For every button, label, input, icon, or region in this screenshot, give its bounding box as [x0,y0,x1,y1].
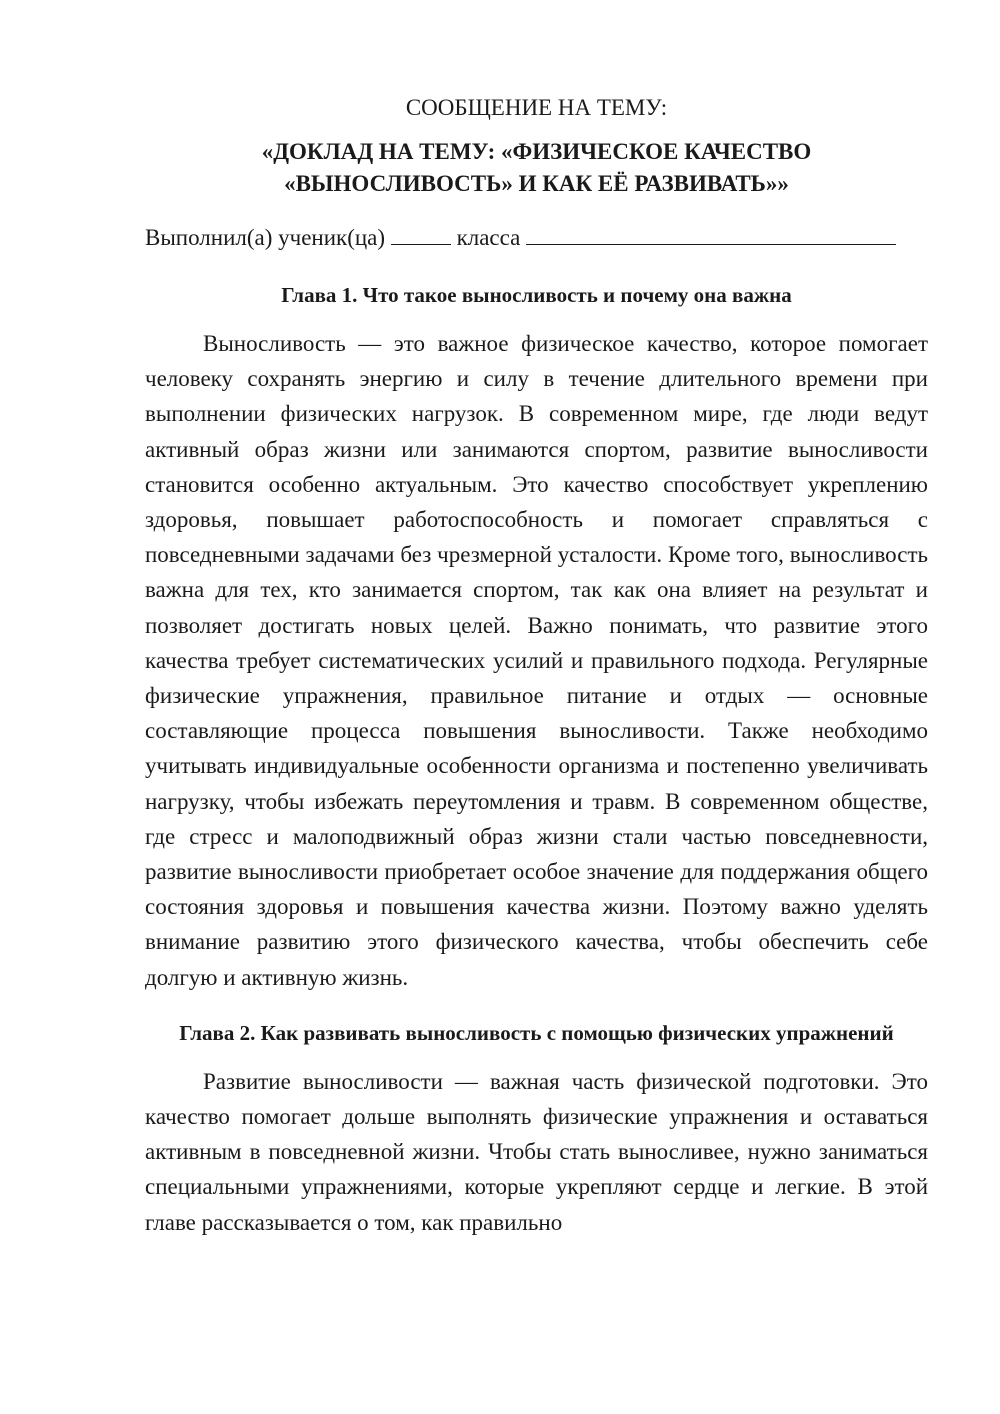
chapter-2-title: Глава 2. Как развивать выносливость с помощью физических упражнений [179,1020,894,1045]
class-label: класса [456,225,521,250]
author-prefix: Выполнил(а) ученик(ца) [145,225,386,250]
document-page [145,92,928,1240]
chapter-1-paragraph: Выносливость — это важное физическое качество, которое помогает человеку сохранять энергию и силу в течение длительного времени при выполнении физических нагрузок. В современном мире, где люди ведут активный образ жизни или занимаются спортом, развитие выносливости становится особенно актуальным. Это качество способствует укреплению здоровья, повышает работоспособность и помогает справляться с повседневными задачами без чрезмерной усталости. Кроме того, выносливость важна для тех, кто занимается спортом, так как она влияет на результат и позволяет достигать новых целей. Важно понимать, что развитие этого качества требует систематических усилий и правильного подхода. Регулярные физические упражнения, правильное питание и отдых — основные составляющие процесса повышения выносливости. Также необходимо учитывать индивидуальные особенности организма и постепенно увеличивать нагрузку, чтобы избежать переутомления и травм. В современном обществе, где стресс и малоподвижный образ жизни стали частью повседневности, развитие выносливости приобретает особое значение для поддержания общего состояния здоровья и повышения качества жизни. Поэтому важно уделять внимание развитию этого физического качества, чтобы обеспечить себе долгую и активную жизнь. [145,331,928,990]
chapter-2-paragraph: Развитие выносливости — важная часть физической подготовки. Это качество помогает дольше выполнять физические упражнения и оставаться активным в повседневной жизни. Чтобы стать выносливее, нужно заниматься специальными упражнениями, которые укрепляют сердце и легкие. В этой главе рассказывается о том, как правильно [145,1068,928,1235]
chapter-1-title: Глава 1. Что такое выносливость и почему она важна [281,283,792,307]
grade-blank [391,224,451,245]
document-header [145,92,928,200]
report-title-line-2: «ВЫНОСЛИВОСТЬ» И КАК ЕЁ РАЗВИВАТЬ»» [284,171,789,196]
report-title-line-1: «ДОКЛАД НА ТЕМУ: «ФИЗИЧЕСКОЕ КАЧЕСТВО [261,139,812,164]
report-title [145,136,928,200]
name-blank [526,224,896,245]
report-type-heading: СООБЩЕНИЕ НА ТЕМУ: [405,95,668,120]
author-line [145,222,928,254]
